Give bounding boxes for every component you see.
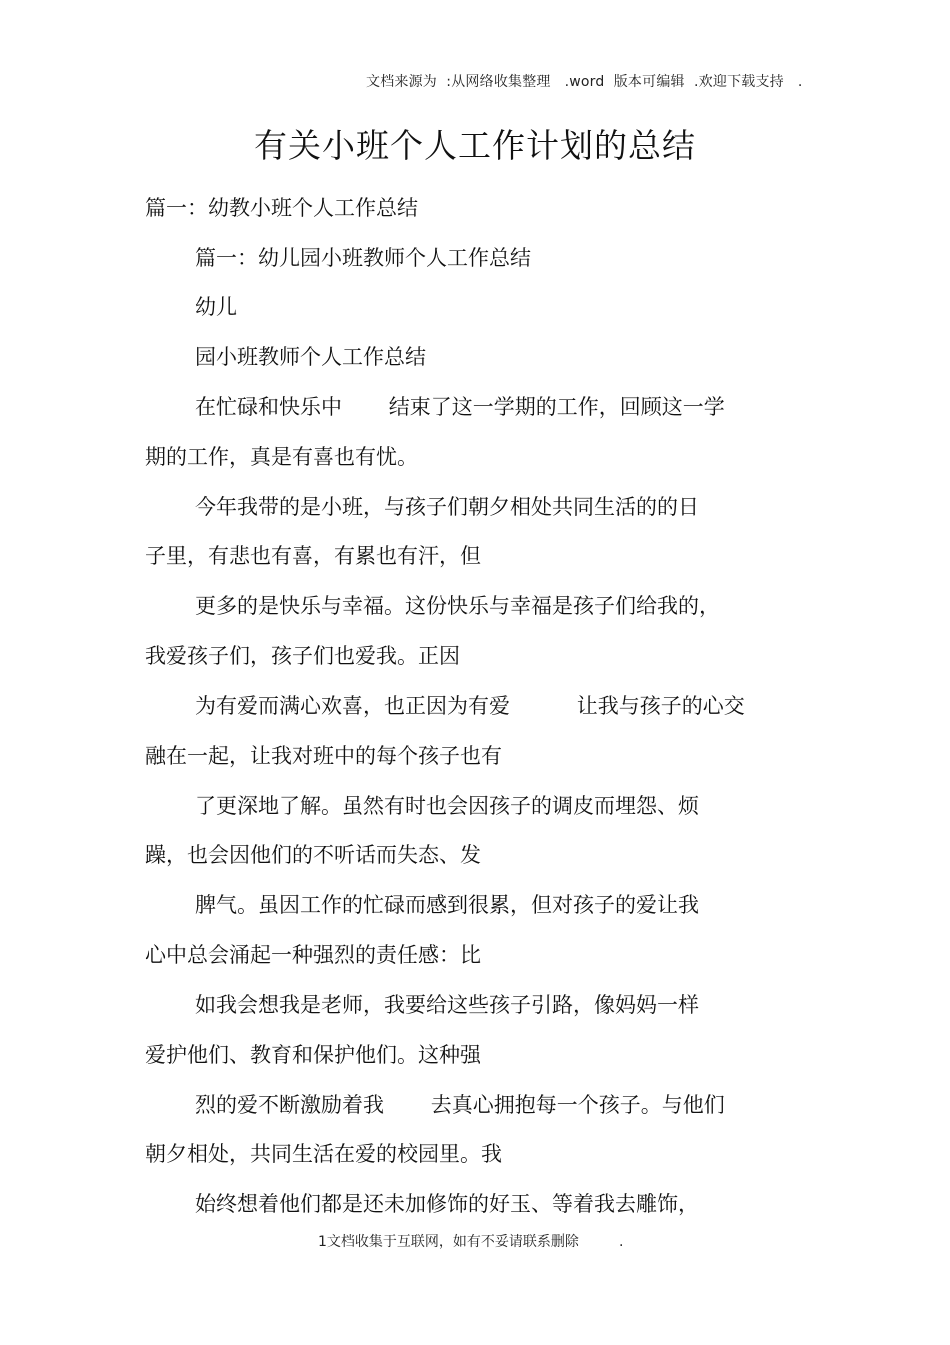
body-line: 园小班教师个人工作总结 bbox=[195, 345, 426, 369]
document-title: 有关小班个人工作计划的总结 bbox=[254, 126, 696, 165]
body-line: 幼儿 bbox=[195, 295, 237, 319]
body-line: 朝夕相处，共同生活在爱的校园里。我 bbox=[145, 1142, 502, 1166]
body-line: 了更深地了解。虽然有时也会因孩子的调皮而埋怨、烦 bbox=[195, 794, 699, 818]
body-line: 如我会想我是老师，我要给这些孩子引路，像妈妈一样 bbox=[195, 993, 699, 1017]
header-source-note: 文档来源为 :从网络收集整理 .word 版本可编辑 .欢迎下载支持 . bbox=[366, 74, 803, 90]
body-line: 融在一起，让我对班中的每个孩子也有 bbox=[145, 744, 502, 768]
body-line: 子里，有悲也有喜，有累也有汗，但 bbox=[145, 544, 481, 568]
body-line: 在忙碌和快乐中 结束了这一学期的工作，回顾这一学 bbox=[195, 395, 725, 419]
section-heading: 篇一：幼教小班个人工作总结 bbox=[145, 196, 418, 220]
sub-heading: 篇一：幼儿园小班教师个人工作总结 bbox=[195, 246, 531, 270]
body-line: 脾气。虽因工作的忙碌而感到很累，但对孩子的爱让我 bbox=[195, 893, 699, 917]
body-line: 始终想着他们都是还未加修饰的好玉、等着我去雕饰， bbox=[195, 1192, 699, 1216]
body-line: 为有爱而满心欢喜，也正因为有爱 让我与孩子的心交 bbox=[195, 694, 745, 718]
body-line: 心中总会涌起一种强烈的责任感：比 bbox=[145, 943, 481, 967]
body-line: 爱护他们、教育和保护他们。这种强 bbox=[145, 1043, 481, 1067]
body-line: 我爱孩子们，孩子们也爱我。正因 bbox=[145, 644, 460, 668]
body-line: 更多的是快乐与幸福。这份快乐与幸福是孩子们给我的， bbox=[195, 594, 720, 618]
body-line: 躁，也会因他们的不听话而失态、发 bbox=[145, 843, 481, 867]
body-line: 今年我带的是小班，与孩子们朝夕相处共同生活的的日 bbox=[195, 495, 699, 519]
body-line: 烈的爱不断激励着我 去真心拥抱每一个孩子。与他们 bbox=[195, 1093, 725, 1117]
body-line: 期的工作，真是有喜也有忧。 bbox=[145, 445, 418, 469]
footer-note: 1文档收集于互联网，如有不妥请联系删除 . bbox=[318, 1234, 624, 1250]
